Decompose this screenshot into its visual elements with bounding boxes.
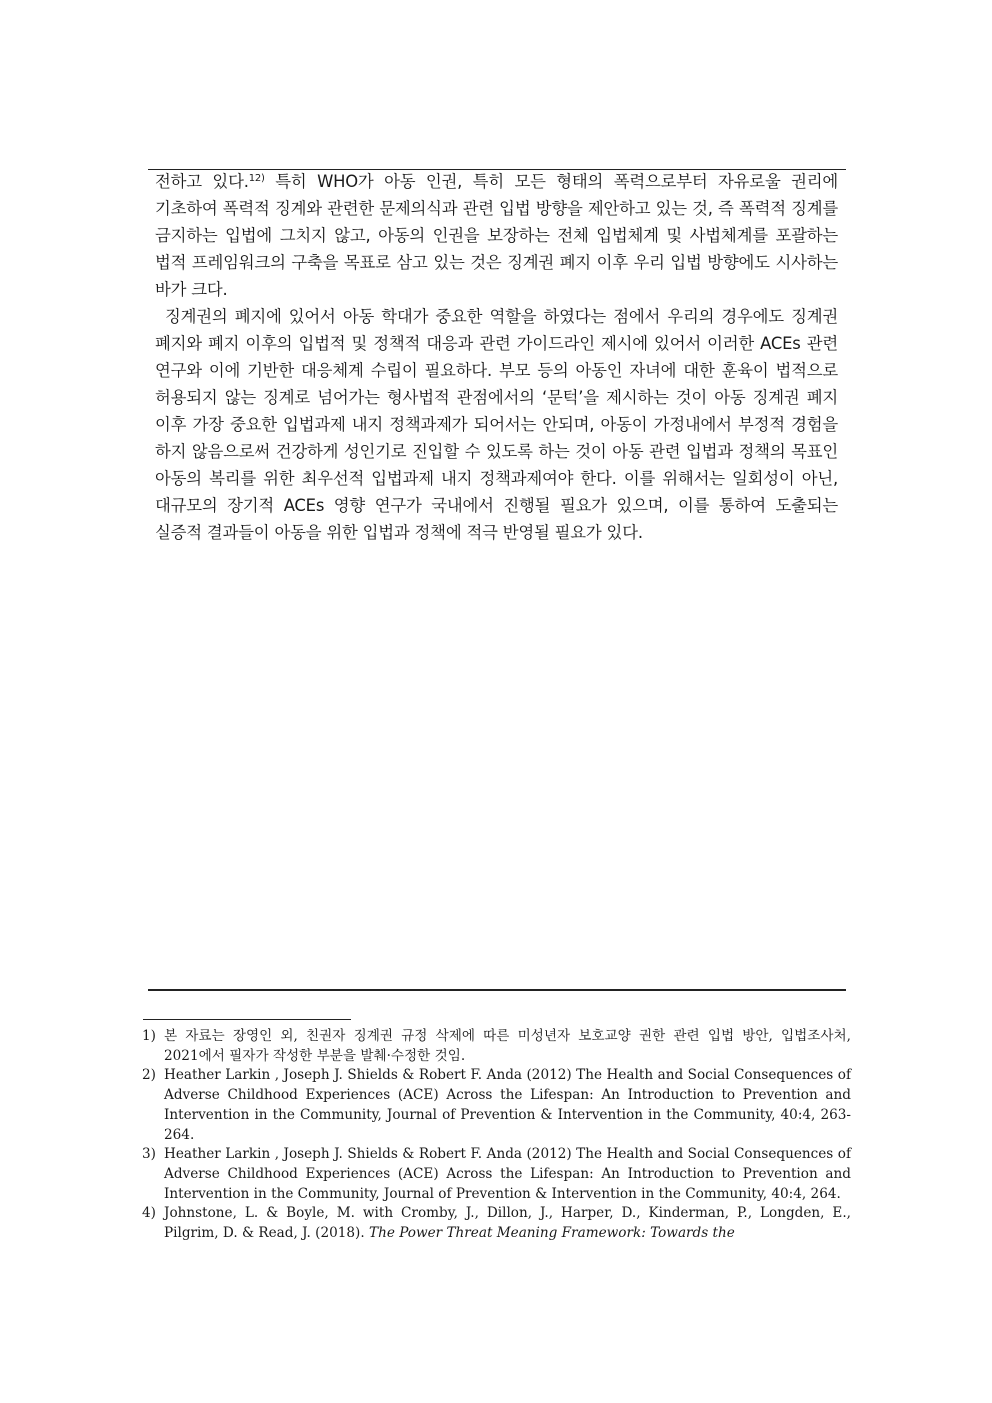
page-divider [148, 989, 846, 991]
paragraph-1-rest: 특히 WHO가 아동 인권, 특히 모든 형태의 폭력으로부터 자유로울 권리에 기초하여 폭력적 징계와 관련한 문제의식과 관련 입법 방향을 제안하고 있는 것, 즉 폭력적 징계를 금지하는 입법에 그치지 않고, 아동의 인권을 보장하는 전체 입법체계 및 사법체계를 포괄하는 법적 프레임워크의 구축을 목표로 삼고 있는 것은 징계권 폐지 이후 우리 입법 방향에도 시사하는 바가 크다. [155, 172, 839, 299]
footnote-authors: Johnstone, L. & Boyle, M. with Cromby, J., Dillon, J., Harper, D., Kinderman, P., Longden, E., Pilgrim, D. & Read, J. (2018). [164, 1205, 851, 1242]
paragraph-1 [155, 168, 838, 303]
footnote-text [164, 1204, 851, 1243]
footnote-3 [142, 1145, 851, 1204]
paragraph-1-start: 전하고 있다. [155, 172, 249, 191]
footnote-number: 1) [142, 1028, 156, 1044]
footnote-separator [143, 1019, 351, 1020]
footnote-1 [142, 1027, 851, 1066]
footnote-title-italic: The Power Threat Meaning Framework: Towards the [369, 1225, 735, 1242]
footnote-text: 본 자료는 장영인 외, 친권자 징계권 규정 삭제에 따른 미성년자 보호교양 권한 관련 입법 방안, 입법조사처, 2021에서 필자가 작성한 부분을 발췌·수정한 것임. [164, 1028, 851, 1064]
footnote-2 [142, 1066, 851, 1145]
footnote-number: 3) [142, 1146, 156, 1163]
body-text [155, 168, 838, 546]
footnote-4 [142, 1204, 851, 1243]
paragraph-2: 징계권의 폐지에 있어서 아동 학대가 중요한 역할을 하였다는 점에서 우리의 경우에도 징계권 폐지와 폐지 이후의 입법적 및 정책적 대응과 관련 가이드라인 제시에 있어서 이러한 ACEs 관련 연구와 이에 기반한 대응체계 수립이 필요하다. 부모 등의 아동인 자녀에 대한 훈육이 법적으로 허용되지 않는 징계로 넘어가는 형사법적 관점에서의 ‘문턱’을 제시하는 것이 아동 징계권 폐지 이후 가장 중요한 입법과제 내지 정책과제가 되어서는 안되며, 아동이 가정내에서 부정적 경험을 하지 않음으로써 건강하게 성인기로 진입할 수 있도록 하는 것이 아동 관련 입법과 정책의 목표인 아동의 복리를 위한 최우선적 입법과제 내지 정책과제여야 한다. 이를 위해서는 일회성이 아닌, 대규모의 장기적 ACEs 영향 연구가 국내에서 진행될 필요가 있으며, 이를 통하여 도출되는 실증적 결과들이 아동을 위한 입법과 정책에 적극 반영될 필요가 있다. [155, 307, 838, 542]
footnote-text: Heather Larkin , Joseph J. Shields & Robert F. Anda (2012) The Health and Social Consequences of Adverse Childhood Experiences (ACE) Across the Lifespan: An Introduction to Prevention and Intervention in the Community, Journal of Prevention & Intervention in the Community, 40:4, 263-264. [164, 1067, 851, 1143]
footnotes [142, 1027, 851, 1244]
footnote-ref-12[interactable]: 12) [248, 173, 265, 184]
footnote-number: 2) [142, 1067, 156, 1084]
footnote-number: 4) [142, 1205, 156, 1222]
footnote-text: Heather Larkin , Joseph J. Shields & Robert F. Anda (2012) The Health and Social Consequences of Adverse Childhood Experiences (ACE) Across the Lifespan: An Introduction to Prevention and Intervention in the Community, Journal of Prevention & Intervention in the Community, 40:4, 264. [164, 1146, 851, 1202]
